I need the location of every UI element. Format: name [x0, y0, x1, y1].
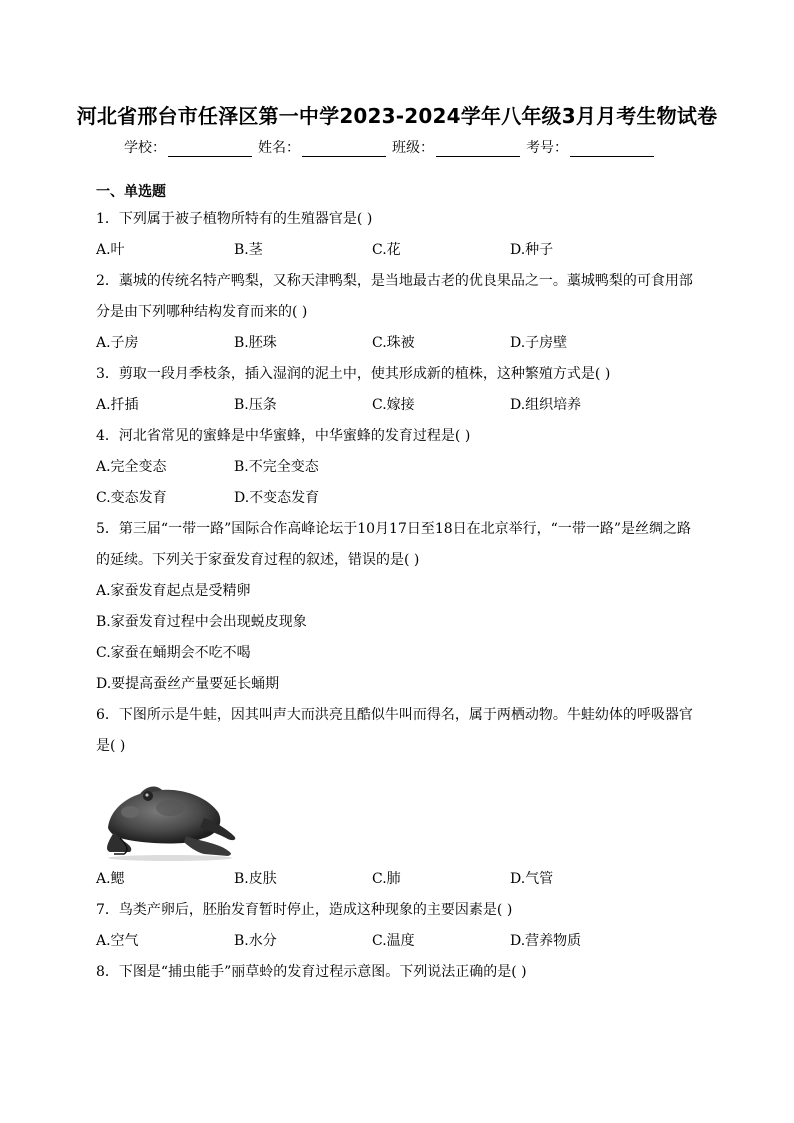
- question-list: [96, 204, 702, 988]
- option[interactable]: B.皮肤: [234, 871, 277, 887]
- question-4: 4．河北省常见的蜜蜂是中华蜜蜂，中华蜜蜂的发育过程是( ): [96, 428, 471, 444]
- option[interactable]: A.叶: [96, 242, 125, 258]
- question-3: 3．剪取一段月季枝条，插入湿润的泥土中，使其形成新的植株，这种繁殖方式是( ): [96, 366, 611, 382]
- name-blank[interactable]: [302, 142, 386, 157]
- exam-number-field[interactable]: [526, 137, 654, 157]
- question-4-options-row-2: [96, 483, 702, 514]
- option[interactable]: A.完全变态: [96, 459, 167, 475]
- school-blank[interactable]: [168, 142, 252, 157]
- option[interactable]: D.种子: [510, 242, 554, 258]
- question-1-options: [96, 235, 702, 266]
- option[interactable]: D.气管: [510, 871, 554, 887]
- student-info-row: [124, 137, 660, 157]
- option[interactable]: B.水分: [234, 933, 277, 949]
- option[interactable]: A.鳃: [96, 871, 125, 887]
- option[interactable]: A.子房: [96, 335, 139, 351]
- option[interactable]: D.组织培养: [510, 397, 582, 413]
- option[interactable]: D.子房壁: [510, 335, 568, 351]
- section-heading: 一、单选题: [96, 184, 166, 200]
- question-4-options-row-1: [96, 452, 702, 483]
- option[interactable]: C.温度: [372, 933, 415, 949]
- class-blank[interactable]: [436, 142, 520, 157]
- class-label: 班级：: [392, 140, 434, 156]
- option[interactable]: B.茎: [234, 242, 263, 258]
- exam-number-blank[interactable]: [570, 142, 654, 157]
- option[interactable]: C.珠被: [372, 335, 415, 351]
- exam-title: 河北省邢台市任泽区第一中学2023-2024学年八年级3月月考生物试卷: [76, 104, 718, 128]
- bullfrog-image: [100, 778, 240, 862]
- option[interactable]: C.变态发育: [96, 490, 167, 506]
- option[interactable]: D.不变态发育: [234, 490, 320, 506]
- exam-number-label: 考号：: [526, 140, 568, 156]
- option[interactable]: C.肺: [372, 871, 401, 887]
- option[interactable]: C.嫁接: [372, 397, 415, 413]
- option[interactable]: B.压条: [234, 397, 277, 413]
- option[interactable]: D.营养物质: [510, 933, 582, 949]
- question-5: 5．第三届“一带一路”国际合作高峰论坛于10月17日至18日在北京举行，“一带一路”是丝绸之路的延续。下列关于家蚕发育过程的叙述，错误的是( ): [96, 521, 691, 568]
- option[interactable]: C.家蚕在蛹期会不吃不喝: [96, 645, 251, 661]
- option[interactable]: A.扦插: [96, 397, 139, 413]
- school-field[interactable]: [124, 137, 252, 157]
- option[interactable]: D.要提高蚕丝产量要延长蛹期: [96, 676, 280, 692]
- school-label: 学校：: [124, 140, 166, 156]
- option[interactable]: A.家蚕发育起点是受精卵: [96, 583, 251, 599]
- class-field[interactable]: [392, 137, 520, 157]
- question-7: 7．鸟类产卵后，胚胎发育暂时停止，造成这种现象的主要因素是( ): [96, 902, 513, 918]
- question-3-options: [96, 390, 702, 421]
- question-1: 1．下列属于被子植物所特有的生殖器官是( ): [96, 211, 373, 227]
- question-6: 6．下图所示是牛蛙，因其叫声大而洪亮且酷似牛叫而得名，属于两栖动物。牛蛙幼体的呼吸器官是( ): [96, 707, 693, 754]
- option[interactable]: A.空气: [96, 933, 139, 949]
- option[interactable]: B.胚珠: [234, 335, 277, 351]
- option[interactable]: B.不完全变态: [234, 459, 319, 475]
- question-2-options: [96, 328, 702, 359]
- question-8: 8．下图是“捕虫能手”丽草蛉的发育过程示意图。下列说法正确的是( ): [96, 964, 527, 980]
- name-field[interactable]: [258, 137, 386, 157]
- option[interactable]: C.花: [372, 242, 401, 258]
- option[interactable]: B.家蚕发育过程中会出现蜕皮现象: [96, 614, 307, 630]
- question-2: 2．藁城的传统名特产鸭梨，又称天津鸭梨，是当地最古老的优良果品之一。藁城鸭梨的可食用部分是由下列哪种结构发育而来的( ): [96, 273, 693, 320]
- name-label: 姓名：: [258, 140, 300, 156]
- question-7-options: [96, 926, 702, 957]
- question-6-options: [96, 864, 702, 895]
